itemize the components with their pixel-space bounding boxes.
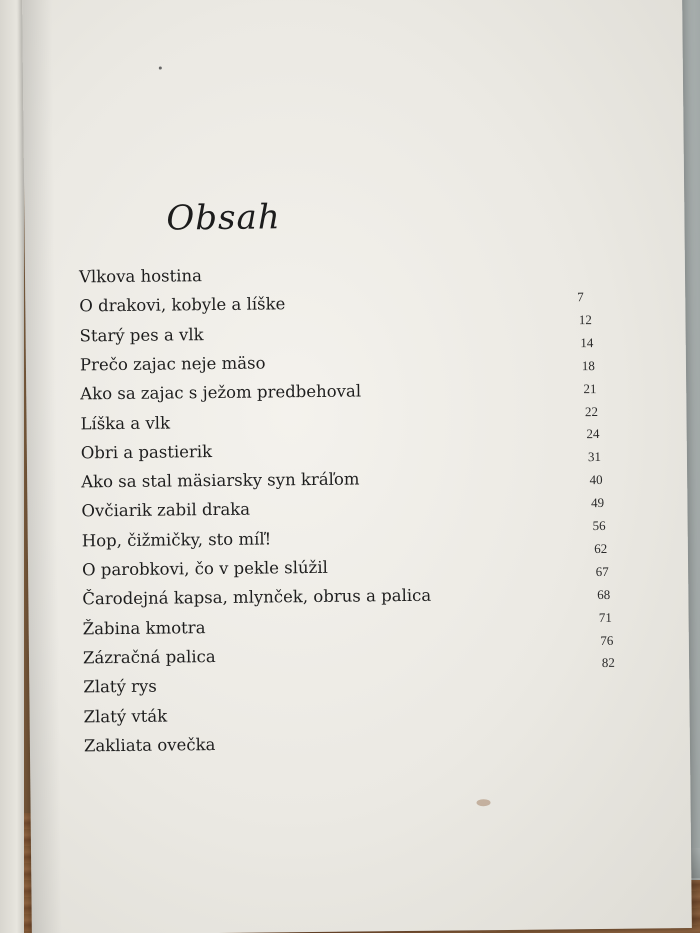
toc-entry-title: Ako sa zajac s ježom predbehoval	[80, 381, 362, 404]
toc-entry-title: Zázračná palica	[82, 646, 216, 668]
toc-entry-page: 67	[595, 563, 609, 579]
page-title: Obsah	[166, 197, 281, 239]
toc-entry-page: 56	[592, 517, 606, 534]
toc-entry-page: 40	[589, 472, 603, 488]
toc-entry-title: Ovčiarik zabil draka	[81, 500, 251, 521]
toc-entry-title: Obri a pastierik	[80, 441, 213, 463]
toc-entry-page: 24	[586, 426, 600, 442]
toc-entry-page: 68	[597, 586, 611, 602]
toc-entry-title: Zlatý vták	[83, 706, 168, 726]
table-of-contents	[22, 0, 692, 933]
toc-entry-title: Starý pes a vlk	[79, 324, 204, 346]
toc-entry-page: 22	[584, 403, 599, 419]
toc-entry-page: 62	[594, 540, 608, 556]
previous-page-edge	[0, 0, 24, 933]
toc-entry-title: Čarodejná kapsa, mlynček, obrus a palica	[82, 586, 432, 609]
toc-entry-page: 82	[601, 655, 615, 671]
toc-entry-page: 18	[581, 357, 595, 373]
toc-entry-page: 31	[587, 449, 602, 465]
toc-entry-page: 76	[600, 632, 614, 648]
toc-entry-title: O drakovi, kobyle a líške	[79, 294, 286, 316]
book-page	[22, 0, 692, 933]
toc-entry-page: 12	[578, 311, 592, 328]
toc-entry-title: Prečo zajac neje mäso	[79, 353, 266, 375]
toc-entry-title: Zakliata ovečka	[83, 734, 216, 756]
toc-entry-title: Ako sa stal mäsiarsky syn kráľom	[81, 469, 360, 492]
toc-entry-title: Žabina kmotra	[82, 617, 206, 638]
toc-entry-title: Hop, čižmičky, sto míľ!	[81, 529, 272, 551]
toc-entry-title: Vlkova hostina	[78, 266, 203, 287]
toc-entry-title: O parobkovi, čo v pekle slúžil	[81, 557, 328, 580]
toc-entry-page: 14	[580, 334, 594, 350]
toc-entry-page: 7	[577, 289, 584, 305]
toc-entry-title: Líška a vlk	[80, 412, 171, 433]
toc-entry-page: 71	[598, 609, 612, 625]
toc-entry-title: Zlatý rys	[83, 676, 157, 697]
toc-entry-page: 21	[583, 380, 597, 396]
toc-entry-page: 49	[591, 495, 605, 511]
